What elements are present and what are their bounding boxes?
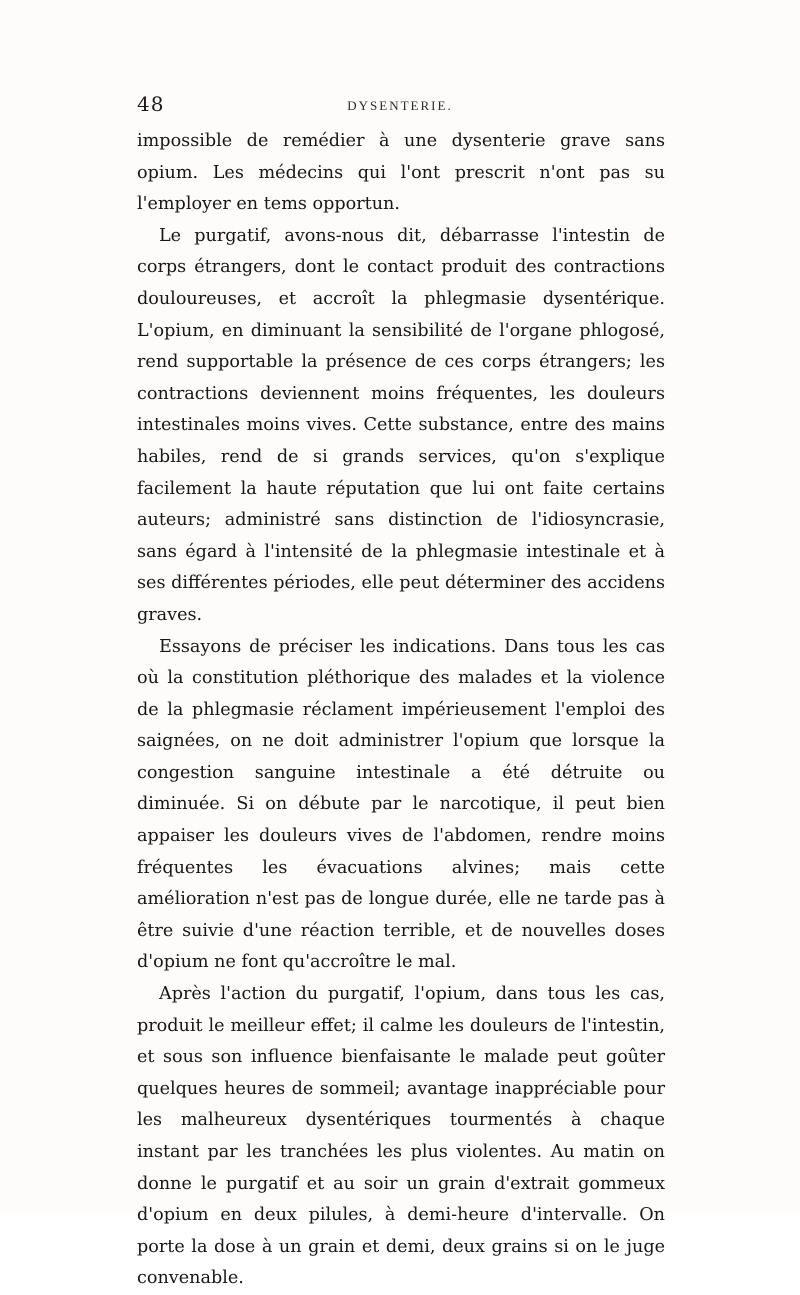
page-number: 48	[137, 92, 165, 116]
paragraph-purgatif: Le purgatif, avons-nous dit, débarrasse l'intestin de corps étrangers, dont le contact produit des contractions douloureuses, et accroît la phlegmasie dysentérique. L'opium, en diminuant la sensibilité de l'organe phlogosé, rend supportable la présence de ces corps étrangers; les contractions deviennent moins fréquentes, les douleurs intestinales moins vives. Cette substance, entre des mains habiles, rend de si grands services, qu'on s'explique facilement la haute réputation que lui ont faite certains auteurs; administré sans distinction de l'idiosyncrasie, sans égard à l'intensité de la phlegmasie intestinale et à ses différentes périodes, elle peut déterminer des accidens graves.	[137, 225, 665, 625]
body-text	[137, 126, 665, 1295]
paragraph-apres-purgatif: Après l'action du purgatif, l'opium, dans tous les cas, produit le meilleur effet; il calme les douleurs de l'intestin, et sous son influence bienfaisante le malade peut goûter quelques heures de sommeil; avantage inappréciable pour les malheureux dysentériques tourmentés à chaque instant par les tranchées les plus violentes. Au matin on donne le purgatif et au soir un grain d'extrait gommeux d'opium en deux pilules, à demi-heure d'intervalle. On porte la dose à un grain et demi, deux grains si on le juge convenable.	[137, 984, 665, 1289]
running-head: DYSENTERIE.	[347, 98, 453, 113]
page-header	[137, 92, 663, 122]
paragraph-indications: Essayons de préciser les indications. Dans tous les cas où la constitution pléthorique des malades et la violence de la phlegmasie réclament impérieusement l'emploi des saignées, on ne doit administrer l'opium que lorsque la congestion sanguine intestinale a été détruite ou diminuée. Si on débute par le narcotique, il peut bien appaiser les douleurs vives de l'abdomen, rendre moins fréquentes les évacuations alvines; mais cette amélioration n'est pas de longue durée, elle ne tarde pas à être suivie d'une réaction terrible, et de nouvelles doses d'opium ne font qu'accroître le mal.	[137, 636, 665, 973]
paragraph-continuation: impossible de remédier à une dysenterie grave sans opium. Les médecins qui l'ont prescrit n'ont pas su l'employer en tems opportun.	[137, 131, 665, 215]
